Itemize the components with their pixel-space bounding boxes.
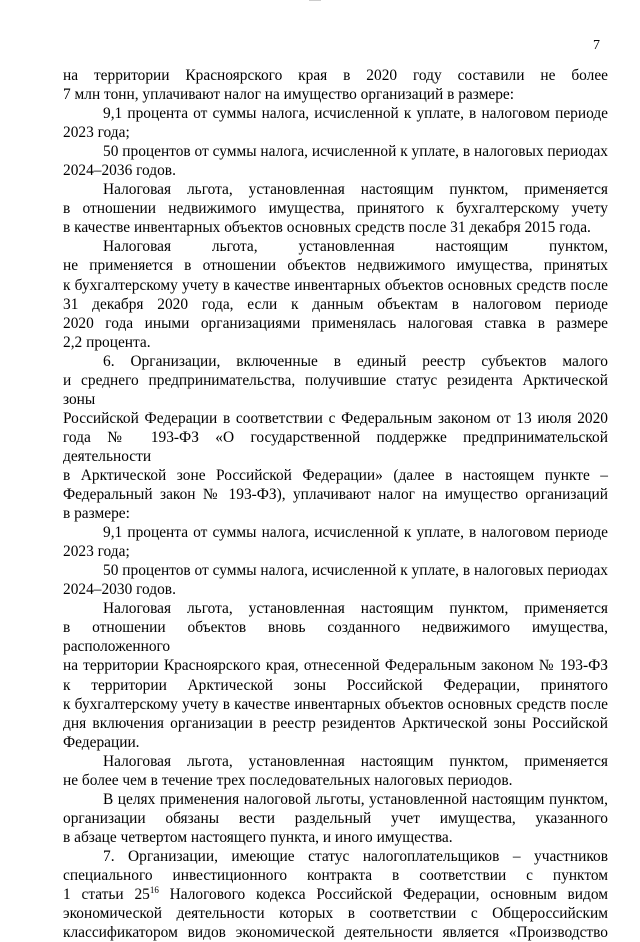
text-line: 2024–2030 годов. bbox=[63, 581, 176, 599]
paragraph-9 bbox=[63, 599, 608, 751]
paragraph-2 bbox=[63, 104, 608, 142]
paragraph-5 bbox=[63, 237, 608, 351]
text-line: экономической деятельности которых в соответствии с Общероссийским bbox=[63, 905, 608, 923]
text-line: 31 декабря 2020 года, если к данным объектам в налоговом периоде bbox=[63, 295, 608, 313]
text-line: классификатором видов экономической деятельности является «Производство bbox=[63, 924, 608, 942]
text-line: Федерации. bbox=[63, 733, 140, 751]
text-line: 50 процентов от суммы налога, исчисленной к уплате, в налоговых периодах bbox=[103, 143, 608, 161]
text-line: Российской Федерации в соответствии с Федеральным законом от 13 июля 2020 bbox=[63, 409, 608, 427]
text-line: не более чем в течение трех последовательных налоговых периодов. bbox=[63, 771, 513, 789]
text-line: организации обязаны вести раздельный учет имущества, указанного bbox=[63, 809, 608, 827]
text-line: 7 млн тонн, уплачивают налог на имущество организаций в размере: bbox=[63, 86, 515, 104]
text-line: специального инвестиционного контракта в соответствии с пунктом bbox=[63, 866, 608, 884]
text-line: 2,2 процента. bbox=[63, 333, 151, 351]
text-line: Налоговая льгота, установленная настоящим пунктом, применяется bbox=[103, 752, 608, 770]
page-top-mark bbox=[309, 0, 321, 3]
paragraph-8 bbox=[63, 561, 608, 599]
text-line: Налоговая льгота, установленная настоящим пунктом, применяется bbox=[103, 181, 608, 199]
text-line: в отношении объектов вновь созданного недвижимого имущества, расположенного bbox=[63, 619, 608, 656]
text-line: 9,1 процента от суммы налога, исчисленной к уплате, в налоговом периоде bbox=[103, 524, 608, 542]
text-line: на территории Красноярского края в 2020 году составили не более bbox=[63, 67, 608, 84]
text-line: 2024–2036 годов. bbox=[63, 162, 176, 180]
text-line: в качестве инвентарных объектов основных средств после 31 декабря 2015 года. bbox=[63, 219, 591, 237]
paragraph-1 bbox=[63, 66, 608, 104]
text-line: к территории Арктической зоны Российской Федерации, принятого bbox=[63, 676, 608, 694]
text-line: Федеральный закон № 193-ФЗ), уплачивают налог на имущество организаций bbox=[63, 486, 608, 504]
paragraph-6 bbox=[63, 352, 608, 523]
text-line: в Арктической зоне Российской Федерации» (далее в настоящем пункте – bbox=[63, 466, 608, 484]
text-line: Налоговая льгота, установленная настоящим пунктом, применяется bbox=[103, 600, 608, 618]
document-body bbox=[63, 66, 608, 942]
paragraph-10 bbox=[63, 752, 608, 790]
page-number: 7 bbox=[593, 38, 600, 53]
text-line bbox=[63, 885, 608, 904]
article-ref: 1 статьи 25 bbox=[63, 886, 150, 904]
paragraph-7 bbox=[63, 523, 608, 561]
text-line: 50 процентов от суммы налога, исчисленной к уплате, в налоговых периодах bbox=[103, 562, 608, 580]
text-line: 2020 года иными организациями применялась налоговая ставка в размере bbox=[63, 314, 608, 332]
text-line: 9,1 процента от суммы налога, исчисленной к уплате, в налоговом периоде bbox=[103, 105, 608, 123]
text-line: 7. Организации, имеющие статус налогоплательщиков – участников bbox=[103, 847, 608, 865]
text-line: к бухгалтерскому учету в качестве инвентарных объектов основных средств после bbox=[63, 276, 608, 294]
paragraph-3 bbox=[63, 142, 608, 180]
text-line: в размере: bbox=[63, 505, 130, 523]
text-line: в отношении недвижимого имущества, принятого к бухгалтерскому учету bbox=[63, 200, 608, 218]
text-line: Налоговая льгота, установленная настоящим пунктом, bbox=[103, 238, 608, 256]
text-line: 6. Организации, включенные в единый реестр субъектов малого bbox=[103, 352, 608, 370]
text-line: 2023 года; bbox=[63, 124, 130, 142]
text-line: и среднего предпринимательства, получившие статус резидента Арктической зоны bbox=[63, 371, 608, 408]
text-line: на территории Красноярского края, отнесенной Федеральным законом № 193-ФЗ bbox=[63, 657, 608, 675]
paragraph-11 bbox=[63, 790, 608, 847]
text-line: 2023 года; bbox=[63, 543, 130, 561]
paragraph-12 bbox=[63, 847, 608, 942]
text-fragment: Налогового кодекса Российской Федерации, основным видом bbox=[158, 886, 608, 904]
paragraph-4 bbox=[63, 180, 608, 237]
text-line: к бухгалтерскому учету в качестве инвентарных объектов основных средств после bbox=[63, 695, 608, 713]
text-line: в абзаце четвертом настоящего пункта, и иного имущества. bbox=[63, 828, 453, 846]
article-superscript: 16 bbox=[149, 885, 159, 896]
text-line: года № 193-ФЗ «О государственной поддержке предпринимательской деятельности bbox=[63, 428, 608, 465]
text-line: В целях применения налоговой льготы, установленной настоящим пунктом, bbox=[103, 790, 608, 808]
text-line: не применяется в отношении объектов недвижимого имущества, принятых bbox=[63, 257, 608, 275]
text-line: дня включения организации в реестр резидентов Арктической зоны Российской bbox=[63, 714, 608, 732]
